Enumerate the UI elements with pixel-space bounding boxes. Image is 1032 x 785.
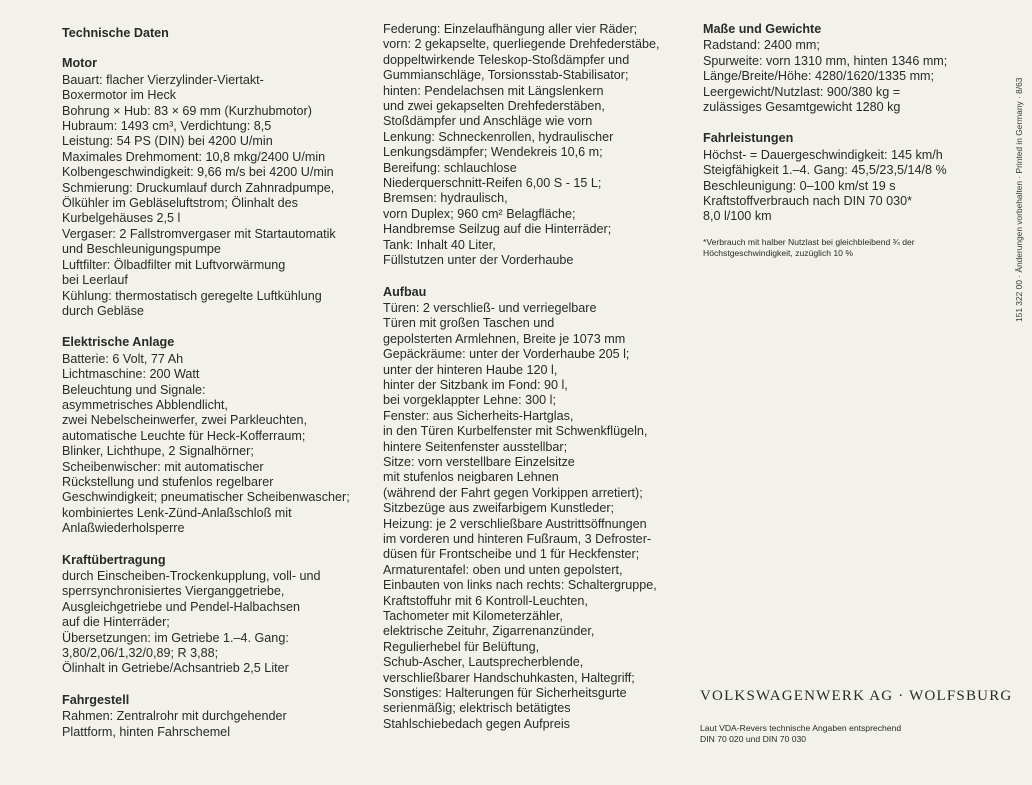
spec-line: Übersetzungen: im Getriebe 1.–4. Gang: xyxy=(62,630,289,645)
spec-line: Anlaßwiederholsperre xyxy=(62,521,185,536)
section-continued xyxy=(383,22,683,269)
column-1 xyxy=(62,22,372,756)
spec-line: Beleuchtung und Signale: xyxy=(62,382,206,397)
spec-line: 8,0 l/100 km xyxy=(703,209,772,224)
vda-note-line: Laut VDA-Revers technische Angaben entsprechend xyxy=(700,723,902,733)
spec-line: Heizung: je 2 verschließbare Austrittsöffnungen xyxy=(383,516,647,531)
spec-line: Kraftstoffuhr mit 6 Kontroll-Leuchten, xyxy=(383,593,588,608)
spec-line: Ölinhalt in Getriebe/Achsantrieb 2,5 Liter xyxy=(62,661,289,676)
spec-line: Lenkungsdämpfer; Wendekreis 10,6 m; xyxy=(383,145,603,160)
spec-line: Kraftstoffverbrauch nach DIN 70 030* xyxy=(703,194,913,209)
spec-line: Plattform, hinten Fahrschemel xyxy=(62,724,230,739)
section-title: Motor xyxy=(62,56,97,71)
spec-line: Ausgleichgetriebe und Pendel-Halbachsen xyxy=(62,599,301,614)
section-title: Fahrleistungen xyxy=(703,131,794,146)
spec-line: Sitze: vorn verstellbare Einzelsitze xyxy=(383,454,575,469)
section-title: Maße und Gewichte xyxy=(703,22,822,36)
spec-line: Handbremse Seilzug auf die Hinterräder; xyxy=(383,222,612,237)
section-aufbau xyxy=(383,285,683,733)
spec-line: verschließbarer Handschuhkasten, Haltegriff; xyxy=(383,670,635,685)
section-title: Kraftübertragung xyxy=(62,552,166,567)
spec-line: Niederquerschnitt-Reifen 6,00 S - 15 L; xyxy=(383,176,602,191)
spec-line: mit stufenlos neigbaren Lehnen xyxy=(383,470,559,485)
section-fahrgestell xyxy=(62,693,372,740)
spec-line: Rahmen: Zentralrohr mit durchgehender xyxy=(62,709,287,724)
spec-line: Kurbelgehäuses 2,5 l xyxy=(62,211,181,226)
spec-line: Fenster: aus Sicherheits-Hartglas, xyxy=(383,408,574,423)
spec-line: Gepäckräume: unter der Vorderhaube 205 l; xyxy=(383,347,630,362)
section-ma-e-und-gewichte xyxy=(703,22,973,115)
vda-note xyxy=(700,723,901,745)
spec-line: bei Leerlauf xyxy=(62,273,128,288)
column-1-sections xyxy=(62,56,372,740)
spec-line: kombiniertes Lenk-Zünd-Anlaßschloß mit xyxy=(62,505,292,520)
side-print-note: 151 322 00 · Änderungen vorbehalten · Printed in Germany · 8/63 xyxy=(1014,77,1024,322)
spec-line: serienmäßig; elektrisch betätigtes xyxy=(383,701,571,716)
column-3-sections xyxy=(703,22,973,225)
vda-note-line: DIN 70 020 und DIN 70 030 xyxy=(700,734,807,744)
spec-line: Türen mit großen Taschen und xyxy=(383,316,555,331)
spec-line: im vorderen und hinteren Fußraum, 3 Defroster- xyxy=(383,532,652,546)
spec-line: Stoßdämpfer und Anschläge wie vorn xyxy=(383,114,593,129)
spec-line: Lichtmaschine: 200 Watt xyxy=(62,367,200,382)
spec-line: Rückstellung und stufenlos regelbarer xyxy=(62,474,274,489)
column-2-sections xyxy=(383,22,683,732)
spec-line: hinten: Pendelachsen mit Längslenkern xyxy=(383,83,604,98)
spec-line: Radstand: 2400 mm; xyxy=(703,38,820,53)
spec-line: Regulierhebel für Belüftung, xyxy=(383,639,540,654)
spec-line: Lenkung: Schneckenrollen, hydraulischer xyxy=(383,129,614,144)
spec-line: hintere Seitenfenster ausstellbar; xyxy=(383,439,568,454)
section-motor xyxy=(62,56,372,319)
spec-line: Füllstutzen unter der Vorderhaube xyxy=(383,253,574,268)
spec-line: Bauart: flacher Vierzylinder-Viertakt- xyxy=(62,72,264,87)
spec-line: Armaturentafel: oben und unten gepolstert, xyxy=(383,562,623,577)
page-title: Technische Daten xyxy=(62,26,169,40)
column-3 xyxy=(703,22,973,259)
spec-line: Hubraum: 1493 cm³, Verdichtung: 8,5 xyxy=(62,119,272,134)
spec-line: Vergaser: 2 Fallstromvergaser mit Startautomatik xyxy=(62,226,336,241)
footnote-line: *Verbrauch mit halber Nutzlast bei gleichbleibend ¾ der xyxy=(703,236,915,247)
section-fahrleistungen xyxy=(703,131,973,224)
spec-line: Schub-Ascher, Lautsprecherblende, xyxy=(383,655,584,670)
spec-line: vorn: 2 gekapselte, querliegende Drehfederstäbe, xyxy=(383,37,660,52)
spec-line: Boxermotor im Heck xyxy=(62,88,177,103)
spec-line: Bremsen: hydraulisch, xyxy=(383,191,508,206)
spec-line: und zwei gekapselten Drehfederstäben, xyxy=(383,99,605,114)
section-kraft-bertragung xyxy=(62,553,372,677)
spec-line: Kühlung: thermostatisch geregelte Luftkühlung xyxy=(62,288,322,303)
spec-line: zulässiges Gesamtgewicht 1280 kg xyxy=(703,100,901,115)
spec-line: Sitzbezüge aus zweifarbigem Kunstleder; xyxy=(383,501,615,516)
spec-line: Höchst- = Dauergeschwindigkeit: 145 km/h xyxy=(703,147,943,162)
spec-line: sperrsynchronisiertes Vierganggetriebe, xyxy=(62,584,285,599)
spec-line: Bereifung: schlauchlose xyxy=(383,160,517,175)
footnote-line: Höchstgeschwindigkeit, zuzüglich 10 % xyxy=(703,247,853,258)
spec-line: auf die Hinterräder; xyxy=(62,615,170,630)
spec-line: Spurweite: vorn 1310 mm, hinten 1346 mm; xyxy=(703,53,948,68)
spec-line: Tachometer mit Kilometerzähler, xyxy=(383,609,563,624)
spec-line: Bohrung × Hub: 83 × 69 mm (Kurzhubmotor) xyxy=(62,103,312,118)
spec-line: hinter der Sitzbank im Fond: 90 l, xyxy=(383,377,568,392)
spec-line: 3,80/2,06/1,32/0,89; R 3,88; xyxy=(62,646,219,661)
spec-line: vorn Duplex; 960 cm² Belagfläche; xyxy=(383,206,576,221)
spec-line: Leergewicht/Nutzlast: 900/380 kg = xyxy=(703,84,901,99)
spec-line: gepolsterten Armlehnen, Breite je 1073 mm xyxy=(383,331,626,346)
spec-line: bei vorgeklappter Lehne: 300 l; xyxy=(383,393,556,408)
spec-line: Luftfilter: Ölbadfilter mit Luftvorwärmung xyxy=(62,257,286,272)
spec-line: Batterie: 6 Volt, 77 Ah xyxy=(62,351,184,366)
column-2 xyxy=(383,22,683,748)
section-title: Elektrische Anlage xyxy=(62,335,175,350)
spec-line: durch Gebläse xyxy=(62,303,144,318)
section-elektrische-anlage xyxy=(62,335,372,536)
section-title: Fahrgestell xyxy=(62,692,130,707)
spec-line: Schmierung: Druckumlauf durch Zahnradpumpe, xyxy=(62,180,335,195)
company-name: VOLKSWAGENWERK AG · WOLFSBURG xyxy=(700,688,1013,704)
spec-line: zwei Nebelscheinwerfer, zwei Parkleuchten, xyxy=(62,413,307,428)
spec-line: Länge/Breite/Höhe: 4280/1620/1335 mm; xyxy=(703,69,935,84)
spec-line: Federung: Einzelaufhängung aller vier Räder; xyxy=(383,22,638,36)
spec-line: Beschleunigung: 0–100 km/st 19 s xyxy=(703,178,896,193)
spec-line: elektrische Zeituhr, Zigarrenanzünder, xyxy=(383,624,595,639)
spec-line: asymmetrisches Abblendlicht, xyxy=(62,397,228,412)
spec-line: Gummianschläge, Torsionsstab-Stabilisator; xyxy=(383,68,629,83)
spec-line: Leistung: 54 PS (DIN) bei 4200 U/min xyxy=(62,134,273,149)
spec-line: düsen für Frontscheibe und 1 für Heckfenster; xyxy=(383,547,640,562)
spec-line: Ölkühler im Gebläseluftstrom; Ölinhalt des xyxy=(62,196,298,211)
spec-line: und Beschleunigungspumpe xyxy=(62,242,221,257)
spec-line: Geschwindigkeit; pneumatischer Scheibenwascher; xyxy=(62,490,350,505)
section-title: Aufbau xyxy=(383,284,427,299)
spec-line: Einbauten von links nach rechts: Schaltergruppe, xyxy=(383,578,657,593)
spec-line: Blinker, Lichthupe, 2 Signalhörner; xyxy=(62,444,254,459)
spec-line: Tank: Inhalt 40 Liter, xyxy=(383,237,496,252)
spec-line: Türen: 2 verschließ- und verriegelbare xyxy=(383,300,597,315)
spec-line: doppeltwirkende Teleskop-Stoßdämpfer und xyxy=(383,52,630,67)
spec-line: Stahlschiebedach gegen Aufpreis xyxy=(383,716,570,731)
spec-line: (während der Fahrt gegen Vorkippen arretiert); xyxy=(383,485,643,500)
spec-line: Maximales Drehmoment: 10,8 mkg/2400 U/min xyxy=(62,149,326,164)
spec-line: durch Einscheiben-Trockenkupplung, voll- und xyxy=(62,569,321,583)
spec-line: unter der hinteren Haube 120 l, xyxy=(383,362,558,377)
spec-line: Sonstiges: Halterungen für Sicherheitsgurte xyxy=(383,686,627,701)
spec-line: Steigfähigkeit 1.–4. Gang: 45,5/23,5/14/8 % xyxy=(703,163,947,178)
spec-line: automatische Leuchte für Heck-Kofferraum; xyxy=(62,428,306,443)
spec-line: in den Türen Kurbelfenster mit Schwenkflügeln, xyxy=(383,424,648,439)
footnote xyxy=(703,237,973,259)
spec-line: Scheibenwischer: mit automatischer xyxy=(62,459,264,474)
spec-line: Kolbengeschwindigkeit: 9,66 m/s bei 4200 U/min xyxy=(62,165,334,180)
